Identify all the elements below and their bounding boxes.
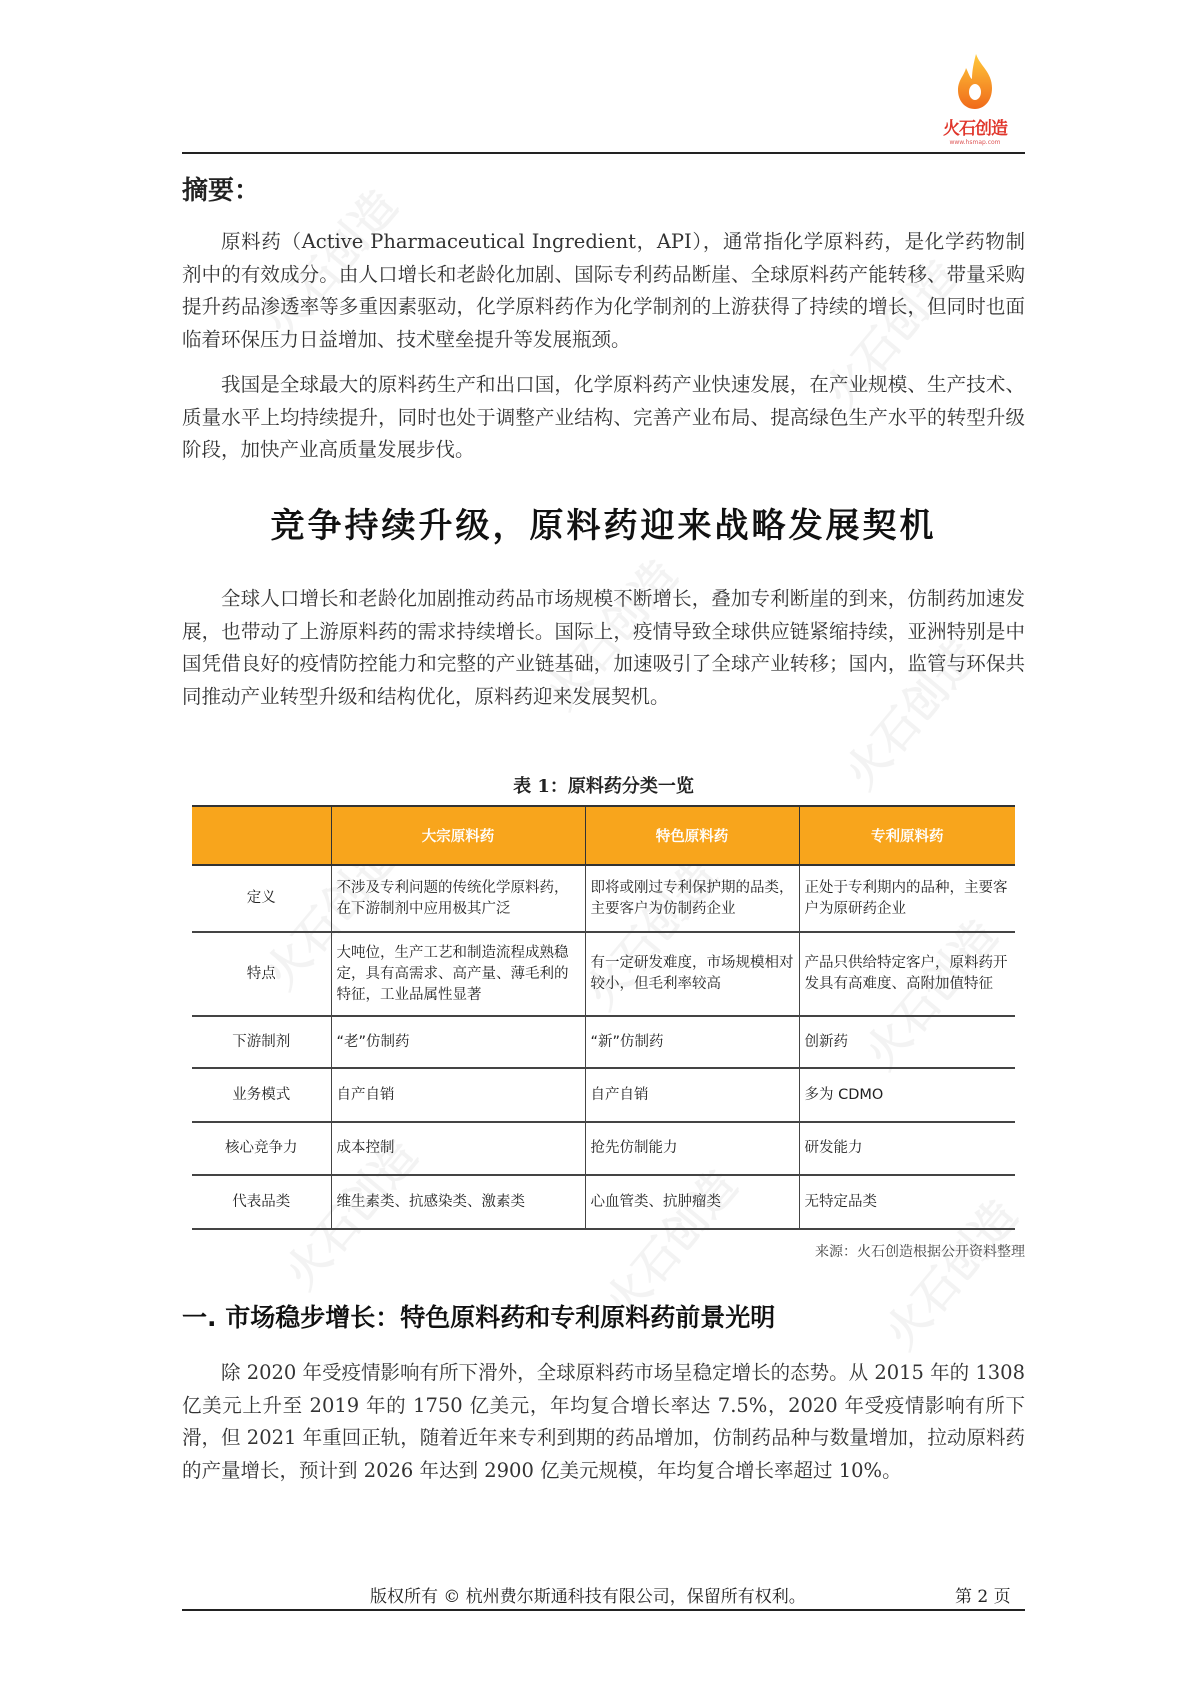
table-row (192, 865, 1015, 932)
footer-divider (182, 1609, 1025, 1611)
table-cell: 维生素类、抗感染类、激素类 (331, 1175, 585, 1229)
main-title: 竞争持续升级，原料药迎来战略发展契机 (270, 506, 937, 546)
section-title: 一. 市场稳步增长：特色原料药和专利原料药前景光明 (182, 1303, 776, 1332)
table-row (192, 1016, 1015, 1068)
row-label: 业务模式 (192, 1068, 331, 1122)
table-cell: “老”仿制药 (331, 1016, 585, 1068)
table-cell: 大吨位，生产工艺和制造流程成熟稳定，具有高需求、高产量、薄毛利的特征，工业品属性显著 (331, 932, 585, 1016)
header-divider (182, 152, 1025, 154)
logo-text: 火石创造 (943, 119, 1007, 139)
company-logo (930, 52, 1020, 146)
table-caption: 表 1：原料药分类一览 (513, 776, 694, 797)
logo-url: www.hsmap.com (949, 139, 1001, 146)
table-cell: 正处于专利期内的品种，主要客户为原研药企业 (799, 865, 1015, 932)
table-row (192, 932, 1015, 1016)
abstract-title: 摘要： (182, 176, 261, 206)
table-cell: 多为 CDMO (799, 1068, 1015, 1122)
table-cell: 自产自销 (585, 1068, 799, 1122)
api-classification-table (192, 805, 1015, 1230)
row-label: 代表品类 (192, 1175, 331, 1229)
table-row (192, 1068, 1015, 1122)
intro-paragraph: 全球人口增长和老龄化加剧推动药品市场规模不断增长，叠加专利断崖的到来，仿制药加速发展，也带动了上游原料药的需求持续增长。国际上，疫情导致全球供应链紧缩持续，亚洲特别是中国凭借良好的疫情防控能力和完整的产业链基础，加速吸引了全球产业转移；国内，监管与环保共同推动产业转型升级和结构优化，原料药迎来发展契机。 (182, 587, 1025, 708)
table-header-cell: 特色原料药 (585, 806, 799, 865)
section-paragraph: 除 2020 年受疫情影响有所下滑外，全球原料药市场呈稳定增长的态势。从 2015 年的 1308 亿美元上升至 2019 年的 1750 亿美元，年均复合增长率达 7.5%，2020 年受疫情影响有所下滑，但 2021 年重回正轨，随着近年来专利到期的药品增加，仿制药品种与数量增加，拉动原料药的产量增长，预计到 2026 年达到 2900 亿美元规模，年均复合增长率超过 10%。 (182, 1361, 1025, 1482)
table-cell: 无特定品类 (799, 1175, 1015, 1229)
abstract-paragraph-2: 我国是全球最大的原料药生产和出口国，化学原料药产业快速发展，在产业规模、生产技术、质量水平上均持续提升，同时也处于调整产业结构、完善产业布局、提高绿色生产水平的转型升级阶段，加快产业高质量发展步伐。 (182, 373, 1025, 461)
flame-icon (952, 52, 998, 112)
table-cell: “新”仿制药 (585, 1016, 799, 1068)
table-row (192, 1122, 1015, 1175)
table-cell: 不涉及专利问题的传统化学原料药，在下游制剂中应用极其广泛 (331, 865, 585, 932)
table-cell: 抢先仿制能力 (585, 1122, 799, 1175)
table-cell: 自产自销 (331, 1068, 585, 1122)
table-cell: 成本控制 (331, 1122, 585, 1175)
table-header-cell: 大宗原料药 (331, 806, 585, 865)
row-label: 下游制剂 (192, 1016, 331, 1068)
row-label: 特点 (192, 932, 331, 1016)
row-label: 核心竞争力 (192, 1122, 331, 1175)
table-cell: 研发能力 (799, 1122, 1015, 1175)
abstract-paragraph-1: 原料药（Active Pharmaceutical Ingredient，API），通常指化学原料药，是化学药物制剂中的有效成分。由人口增长和老龄化加剧、国际专利药品断崖、全球原料药产能转移、带量采购提升药品渗透率等多重因素驱动，化学原料药作为化学制剂的上游获得了持续的增长，但同时也面临着环保压力日益增加、技术壁垒提升等发展瓶颈。 (182, 230, 1025, 351)
row-label: 定义 (192, 865, 331, 932)
table-header-cell (192, 806, 331, 865)
table-cell: 产品只供给特定客户，原料药开发具有高难度、高附加值特征 (799, 932, 1015, 1016)
table-header-row (192, 806, 1015, 865)
page-number: 第 2 页 (955, 1587, 1011, 1607)
table-cell: 有一定研发难度，市场规模相对较小，但毛利率较高 (585, 932, 799, 1016)
table-source: 来源：火石创造根据公开资料整理 (815, 1244, 1025, 1260)
table-header-cell: 专利原料药 (799, 806, 1015, 865)
table-row (192, 1175, 1015, 1229)
table-cell: 创新药 (799, 1016, 1015, 1068)
table-cell: 心血管类、抗肿瘤类 (585, 1175, 799, 1229)
table-cell: 即将或刚过专利保护期的品类，主要客户为仿制药企业 (585, 865, 799, 932)
footer-copyright: 版权所有 © 杭州费尔斯通科技有限公司，保留所有权利。 (370, 1587, 806, 1607)
